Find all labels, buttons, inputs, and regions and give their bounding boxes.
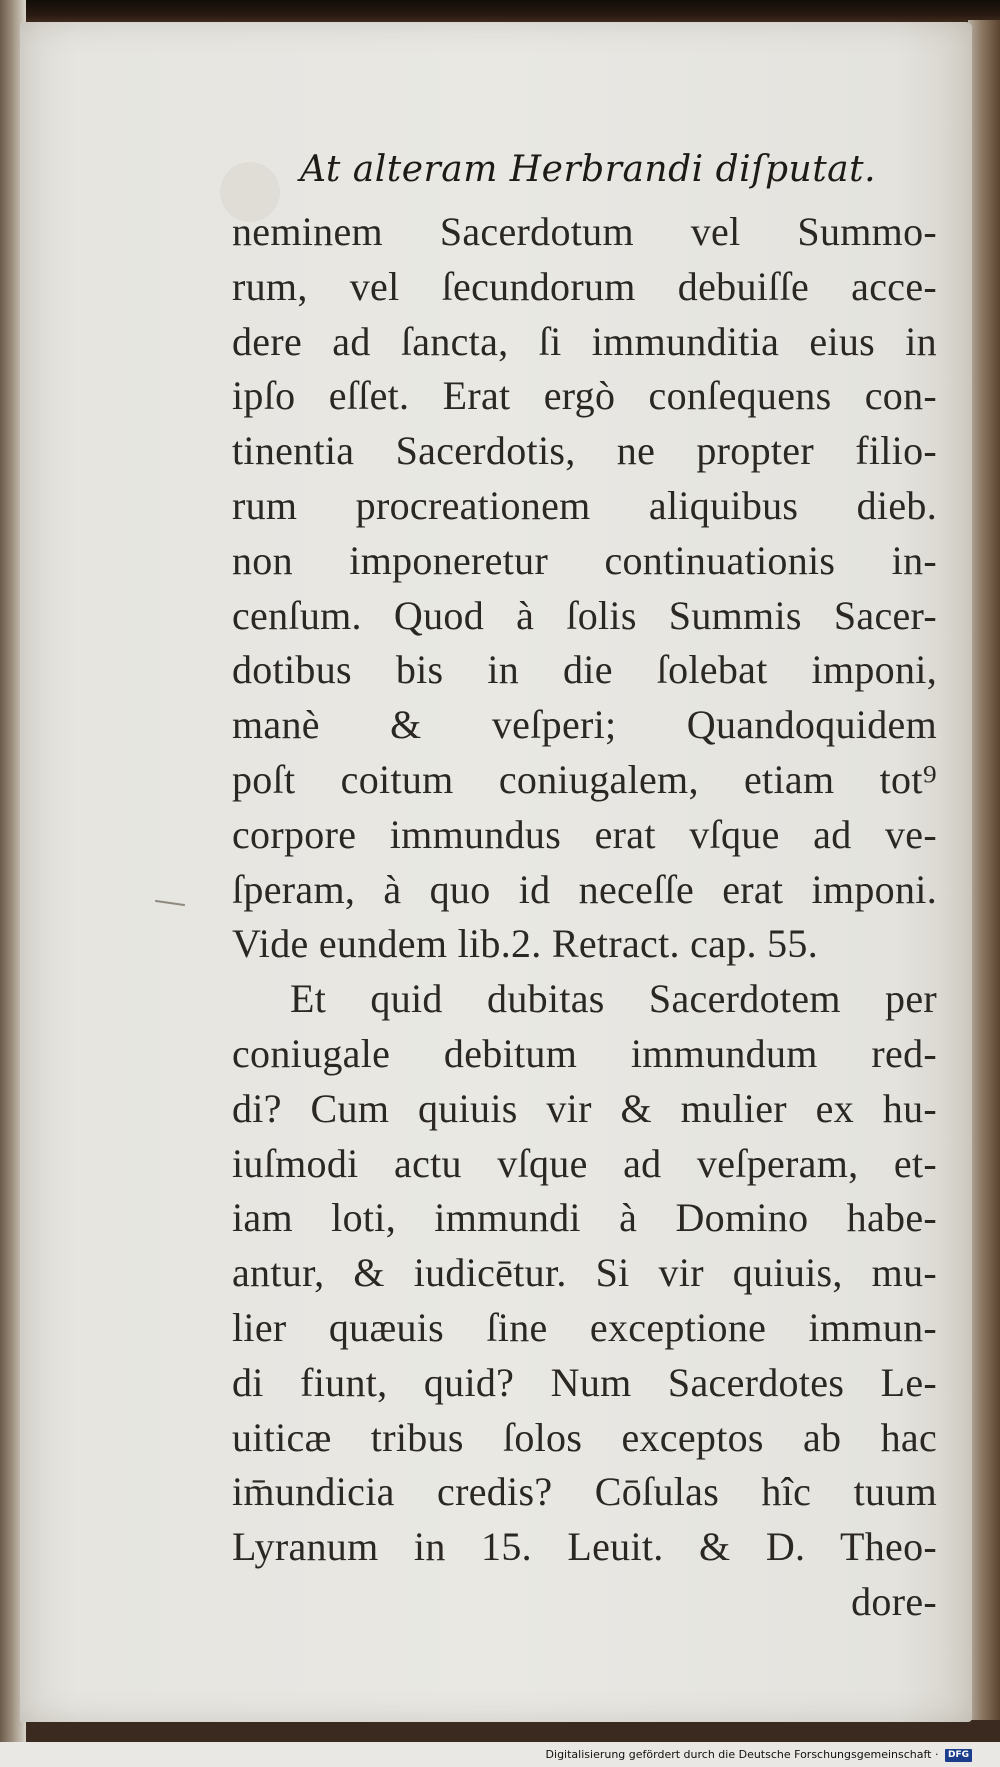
text-line: rum procreationem aliquibus dieb. <box>232 482 937 528</box>
paragraph-start-line: Et quid dubitas Sacerdotem per <box>290 976 937 1022</box>
text-line: Vide eundem lib.2. Retract. cap. 55. <box>232 921 818 967</box>
text-line: non imponeretur continuationis in- <box>232 537 937 583</box>
text-line: manè & veſperi; Quandoquidem <box>232 702 937 748</box>
text-line: Lyranum in 15. Leuit. & D. Theo- <box>232 1524 937 1570</box>
text-line: dere ad ſancta, ſi immunditia eius in <box>232 318 937 364</box>
text-line: iam loti, immundi à Domino habe- <box>232 1195 937 1241</box>
text-line: ipſo eſſet. Erat ergò conſequens con- <box>232 373 937 419</box>
running-head: At alteram Herbrandi diſputat. <box>300 149 877 190</box>
book-edge-right <box>968 20 1000 1720</box>
text-line: dotibus bis in die ſolebat imponi, <box>232 647 937 693</box>
text-line: di? Cum quiuis vir & mulier ex hu- <box>232 1085 937 1131</box>
catchword: dore- <box>851 1578 937 1624</box>
text-line: im̄undicia credis? Cōſulas hîc tuum <box>232 1469 937 1515</box>
dfg-logo: DFG <box>945 1749 972 1762</box>
text-line: tinentia Sacerdotis, ne propter filio- <box>232 428 937 474</box>
text-line: corpore immundus erat vſque ad ve- <box>232 811 937 857</box>
credit-text: Digitalisierung gefördert durch die Deutsche Forschungsgemeinschaft <box>545 1748 932 1761</box>
text-line: iuſmodi actu vſque ad veſperam, et- <box>232 1140 937 1186</box>
text-line: rum, vel ſecundorum debuiſſe acce- <box>232 263 937 309</box>
text-line: antur, & iudicētur. Si vir quiuis, mu- <box>232 1250 937 1296</box>
text-line: poſt coitum coniugalem, etiam tot⁹ <box>232 756 937 802</box>
text-line: coniugale debitum immundum red- <box>232 1030 937 1076</box>
text-line: di fiunt, quid? Num Sacerdotes Le- <box>232 1359 937 1405</box>
text-line: ſperam, à quo id neceſſe erat imponi. <box>232 866 937 912</box>
text-line: neminem Sacerdotum vel Summo- <box>232 209 937 254</box>
text-line: lier quæuis ſine exceptione immun- <box>232 1304 937 1350</box>
body-text <box>232 205 937 1630</box>
digitization-credit: Digitalisierung gefördert durch die Deutsche Forschungsgemeinschaft · DFG <box>546 1747 972 1763</box>
text-line: uiticæ tribus ſolos exceptos ab hac <box>232 1414 937 1460</box>
text-line: cenſum. Quod à ſolis Summis Sacer- <box>232 592 937 638</box>
